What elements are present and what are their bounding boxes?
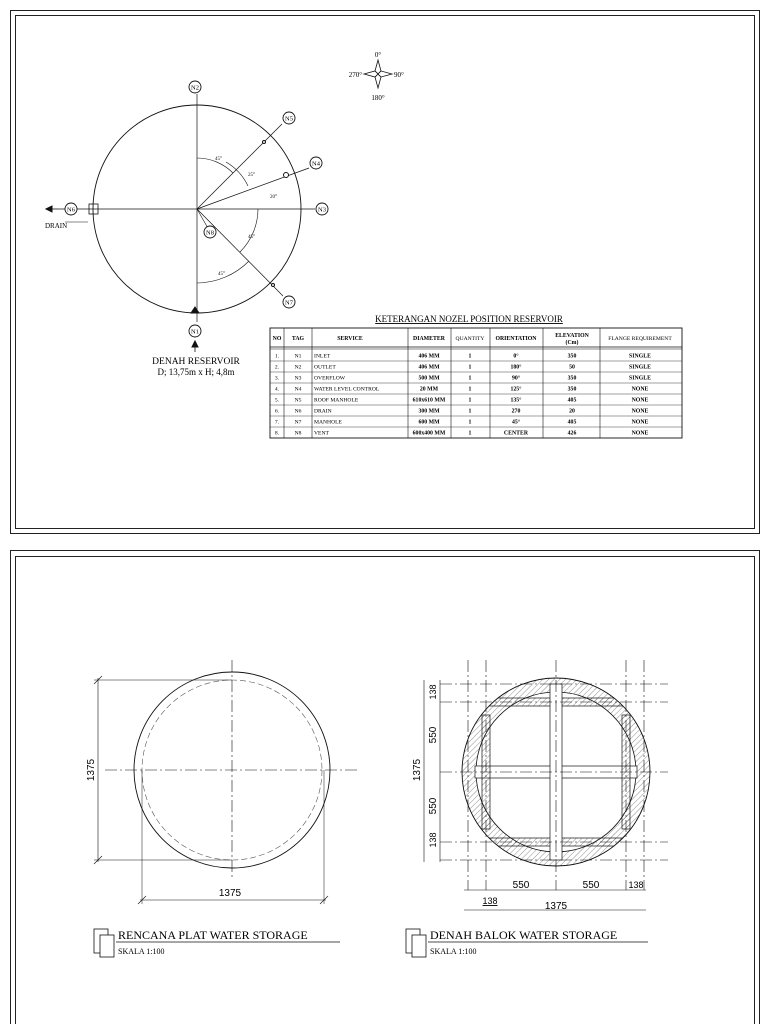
table-cell-quantity: 1 [468,397,472,404]
table-row [270,416,682,426]
table-cell-flange: SINGLE [629,364,651,371]
table-cell-elevation: 426 [567,430,577,437]
table-cell-flange: NONE [631,419,649,426]
nozzle-dot-b [284,173,289,178]
table-cell-tag: N8 [294,430,302,437]
inlet-arrow-head [192,341,198,347]
table-row [270,405,682,415]
compass-south-label: 180° [371,94,385,102]
beam-dim-h-138-left: 138 [482,896,498,906]
table-cell-orientation: 125° [510,386,522,393]
table-cell-no: 3. [274,375,280,382]
table-row [270,427,682,437]
nozzle-bubble-n4 [310,157,322,169]
compass-east-point [378,71,392,77]
beam-scale: SKALA 1:100 [430,947,477,956]
table-cell-tag: N4 [294,386,302,393]
table-cell-flange: NONE [631,386,649,393]
plate-plan [94,660,358,904]
compass-east-label: 90° [394,71,404,79]
nozzle-bubble-label: N6 [67,206,75,214]
beam-dim-v-550-top: 550 [428,726,439,744]
table-cell-flange: SINGLE [629,375,651,382]
table-cell-tag: N6 [294,408,302,415]
table-cell-service: VENT [314,430,329,437]
table-cell-no: 5. [274,397,280,404]
nozzle-dot-c [272,284,275,287]
table-cell-quantity: 1 [468,353,472,360]
th-service: SERVICE [337,336,363,342]
table-cell-elevation: 350 [567,375,577,382]
table-cell-no: 6. [274,408,280,415]
plate-title-symbol-b [100,935,114,957]
table-cell-service: OVERFLOW [314,375,346,382]
nozzle-bubble-label: N1 [191,328,199,336]
th-diameter: DIAMETER [413,336,445,342]
axis-135deg [197,209,283,296]
drain-arrow-head [46,206,52,212]
table-cell-service: MANHOLE [314,419,342,426]
table-cell-service: OUTLET [314,364,336,371]
outlet-marker [191,307,199,313]
nozzle-bubble-n3 [316,203,328,215]
table-cell-diameter: 300 MM [418,408,440,415]
table-cell-orientation: 270 [511,408,521,415]
table-cell-diameter: 406 MM [418,353,440,360]
nozzle-bubble-label: N3 [318,206,326,214]
nozzle-bubble-n2 [189,81,201,93]
table-cell-orientation: 0° [513,353,519,360]
table-cell-no: 2. [274,364,280,371]
beam-dim-v-138-top: 138 [428,684,438,700]
table-row [275,353,651,360]
nozzle-bubble-n6 [65,203,77,215]
beam-dim-h-138-right: 138 [628,880,644,890]
table-cell-no: 1. [274,353,280,360]
angle-text-a: 45° [215,157,222,162]
table-cell-diameter: 600x400 MM [412,430,446,437]
table-row [270,383,682,393]
table-cell-flange: SINGLE [629,353,651,360]
angle-text-d: 45° [248,235,255,240]
beam-title-symbol-b [412,935,426,957]
beam-title: DENAH BALOK WATER STORAGE [430,928,618,942]
compass-west-label: 270° [348,71,362,79]
table-cell-orientation: 135° [510,397,522,404]
table-cell-tag: N1 [294,353,302,360]
table-cell-tag: N3 [294,375,302,382]
table-cell-diameter: 500 MM [418,375,440,382]
table-cell-no: 7. [274,419,280,426]
table-cell-orientation: 45° [511,419,521,426]
beam-dim-v-138-bot: 138 [428,832,438,848]
table-cell-elevation: 405 [567,419,577,426]
table-cell-tag: N7 [294,419,302,426]
plate-dim-vertical: 1375 [86,758,97,782]
beam-plan [424,660,668,910]
table-row [270,394,682,404]
table-cell-quantity: 1 [468,408,472,415]
beam-dim-v-550-bot: 550 [428,797,439,815]
table-title: KETERANGAN NOZEL POSITION RESERVOIR [375,314,563,324]
table-cell-elevation: 405 [567,397,577,404]
table-cell-diameter: 406 MM [418,364,440,371]
table-cell-tag: N5 [294,397,302,404]
table-cell-service: WATER LEVEL CONTROL [314,386,380,393]
beam-dim-h-550-left: 550 [512,880,530,891]
table-cell-quantity: 1 [468,386,472,393]
th-no: NO [272,336,282,342]
nozzle-table [270,328,682,438]
compass-north-label: 0° [374,51,382,59]
nozzle-bubble-label: N5 [285,115,293,123]
compass-west-point [364,71,378,77]
table-cell-tag: N2 [294,364,302,371]
table-cell-flange: NONE [631,408,649,415]
th-orientation: ORIENTATION [495,336,537,342]
plate-title: RENCANA PLAT WATER STORAGE [118,928,308,942]
th-tag: TAG [291,336,305,342]
table-cell-elevation: 350 [567,353,577,360]
nozzle-bubble-n8 [204,226,216,238]
angle-arc-70 [226,162,248,186]
th-elevation-unit: (Cm) [565,340,579,346]
table-cell-service: ROOF MANHOLE [314,397,359,404]
angle-text-e: 45° [218,272,225,277]
table-cell-quantity: 1 [468,364,472,371]
nozzle-dot-a [263,141,266,144]
table-cell-service: DRAIN [314,408,332,415]
table-cell-quantity: 1 [468,430,472,437]
th-quantity: QUANTITY [455,336,485,342]
th-elevation: ELEVATION [555,333,589,339]
plate-dim-horizontal: 1375 [218,888,242,899]
compass-rose [349,51,404,102]
table-cell-orientation: 180° [510,364,522,371]
nozzle-bubble-label: N4 [312,160,320,168]
nozzle-bubble-n7 [283,296,295,308]
beam-dim-h-1375: 1375 [544,901,568,912]
beam-dim-h-550-right: 550 [582,880,600,891]
table-cell-quantity: 1 [468,375,472,382]
table-cell-elevation: 20 [569,408,575,415]
table-cell-elevation: 50 [569,364,575,371]
th-flange: FLANGE REQUIREMENT [608,336,672,342]
table-cell-service: INLET [314,353,331,360]
table-cell-orientation: 90° [511,375,521,382]
angle-text-b: 25° [248,173,255,178]
table-cell-orientation: CENTER [503,430,529,437]
reservoir-plan [46,94,315,352]
table-cell-no: 8. [274,430,280,437]
nozzle-bubble-n5 [283,112,295,124]
beam-dim-v-1375: 1375 [412,758,423,782]
nozzle-bubble-n1 [189,325,201,337]
table-cell-diameter: 20 MM [419,386,439,393]
table-cell-flange: NONE [631,430,649,437]
table-row [270,372,682,382]
table-cell-diameter: 610x610 MM [412,397,446,404]
table-cell-flange: NONE [631,397,649,404]
table-row [270,361,682,371]
plan-title: DENAH RESERVOIR [152,357,240,367]
angle-arc-135 [240,209,258,252]
angle-text-c: 20° [270,195,277,200]
nozzle-bubble-label: N2 [191,84,199,92]
nozzle-bubble-label: N8 [206,229,214,237]
table-cell-diameter: 600 MM [418,419,440,426]
drain-label: DRAIN [45,222,68,230]
nozzle-bubble-label: N7 [285,299,293,307]
table-cell-no: 4. [274,386,280,393]
plate-scale: SKALA 1:100 [118,947,165,956]
table-cell-elevation: 350 [567,386,577,393]
table-cell-quantity: 1 [468,419,472,426]
plan-subtitle: D; 13,75m x H; 4,8m [157,367,235,377]
